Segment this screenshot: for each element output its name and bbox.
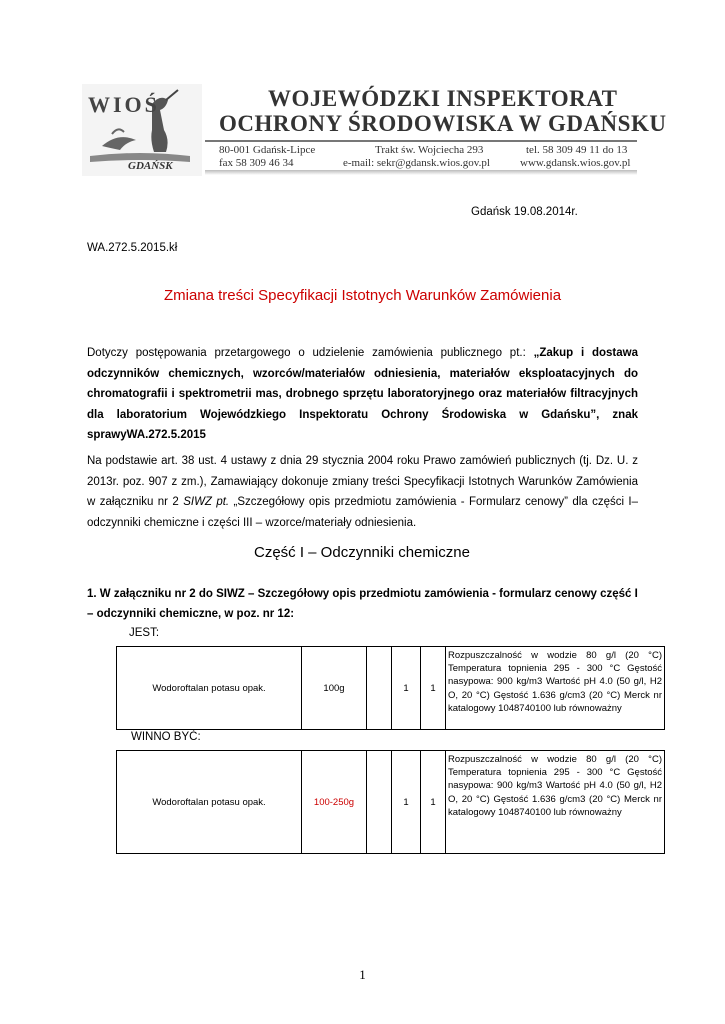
subject-intro: Dotyczy postępowania przetargowego o udzielenie zamówienia publicznego pt.: bbox=[87, 347, 534, 359]
legal-basis-italic: SIWZ pt. bbox=[183, 496, 234, 508]
subject-title: „Zakup i dostawa odczynników chemicznych, wzorców/materiałów odniesienia, materiałów eksploatacyjnych do chromatografii i spektrometrii mas, drobnego sprzętu laboratoryjnego oraz materiałów filtracyjnych dla laboratorium Wojewódzkiego Inspektoratu Ochrony Środowiska w Gdańsku”, znak sprawyWA.272.5.2015 bbox=[87, 347, 638, 441]
header-tel: tel. 58 309 49 11 do 13 bbox=[526, 144, 628, 156]
cell-qty1: 1 bbox=[392, 751, 421, 854]
letter-title: Zmiana treści Specyfikacji Istotnych Warunków Zamówienia bbox=[163, 287, 562, 304]
jest-label: JEST: bbox=[129, 627, 160, 639]
header-divider bbox=[205, 140, 637, 142]
legal-basis-text-end: „Szczegółowy opis przedmiotu zamówienia - Formularz cenowy” dla części I– odczynniki chemiczne i części III – wzorce/materiały odniesienia. bbox=[87, 496, 639, 529]
letter-reference: WA.272.5.2015.kł bbox=[87, 242, 178, 254]
table-row bbox=[117, 647, 665, 730]
cell-name: Wodoroftalan potasu opak. bbox=[117, 647, 302, 730]
legal-basis-text: Na podstawie art. 38 ust. 4 ustawy z dnia 29 stycznia 2004 roku Prawo zamówień publicznych (tj. Dz. U. z 2013r. poz. 907 z zm.), Zamawiający dokonuje zmiany treści Specyfikacji Istotnych Warunków Zamówienia w załączniku nr 2 bbox=[87, 455, 638, 508]
cell-description: Rozpuszczalność w wodzie 80 g/l (20 °C) Temperatura topnienia 295 - 300 °C Gęstość nasypowa: 900 kg/m3 Wartość pH 4.0 (50 g/l, H2 O, 20 °C) Gęstość 1.636 g/cm3 (20 °C) Merck nr katalogowy 1048740100 lub równoważny bbox=[446, 647, 665, 730]
logo-text: WIOŚ bbox=[88, 92, 160, 117]
header-title-line2: OCHRONY ŚRODOWISKA W GDAŃSKU bbox=[219, 111, 667, 136]
header-shadow bbox=[205, 170, 637, 175]
header-fax: fax 58 309 46 34 bbox=[219, 157, 294, 169]
header-street: Trakt św. Wojciecha 293 bbox=[375, 144, 484, 156]
cell-empty bbox=[367, 751, 392, 854]
page-number: 1 bbox=[359, 967, 366, 982]
cell-name: Wodoroftalan potasu opak. bbox=[117, 751, 302, 854]
cell-package: 100-250g bbox=[302, 751, 367, 854]
cell-package: 100g bbox=[302, 647, 367, 730]
cell-qty1: 1 bbox=[392, 647, 421, 730]
header-email: e-mail: sekr@gdansk.wios.gov.pl bbox=[343, 157, 490, 169]
item-heading: 1. W załączniku nr 2 do SIWZ – Szczegółowy opis przedmiotu zamówienia - formularz cenowy część I – odczynniki chemiczne, w poz. nr 12: bbox=[87, 588, 638, 620]
cell-empty bbox=[367, 647, 392, 730]
cell-qty2: 1 bbox=[421, 647, 446, 730]
cell-description: Rozpuszczalność w wodzie 80 g/l (20 °C) Temperatura topnienia 295 - 300 °C Gęstość nasypowa: 900 kg/m3 Wartość pH 4.0 (50 g/l, H2 O, 20 °C) Gęstość 1.636 g/cm3 (20 °C) Merck nr katalogowy 1048740100 lub równoważny bbox=[446, 751, 665, 854]
header-address: 80-001 Gdańsk-Lipce bbox=[219, 144, 316, 156]
table-jest bbox=[116, 646, 665, 730]
header-web: www.gdansk.wios.gov.pl bbox=[520, 157, 631, 169]
table-row bbox=[117, 751, 665, 854]
table-winno bbox=[116, 750, 665, 854]
letter-date: Gdańsk 19.08.2014r. bbox=[471, 206, 578, 218]
winno-label: WINNO BYĆ: bbox=[131, 731, 201, 743]
section-title: Część I – Odczynniki chemiczne bbox=[254, 544, 470, 561]
cell-qty2: 1 bbox=[421, 751, 446, 854]
logo-city: GDAŃSK bbox=[128, 160, 173, 172]
header-title-line1: WOJEWÓDZKI INSPEKTORAT bbox=[268, 86, 618, 111]
paragraph-legal-basis bbox=[87, 451, 638, 533]
paragraph-subject bbox=[87, 343, 638, 446]
